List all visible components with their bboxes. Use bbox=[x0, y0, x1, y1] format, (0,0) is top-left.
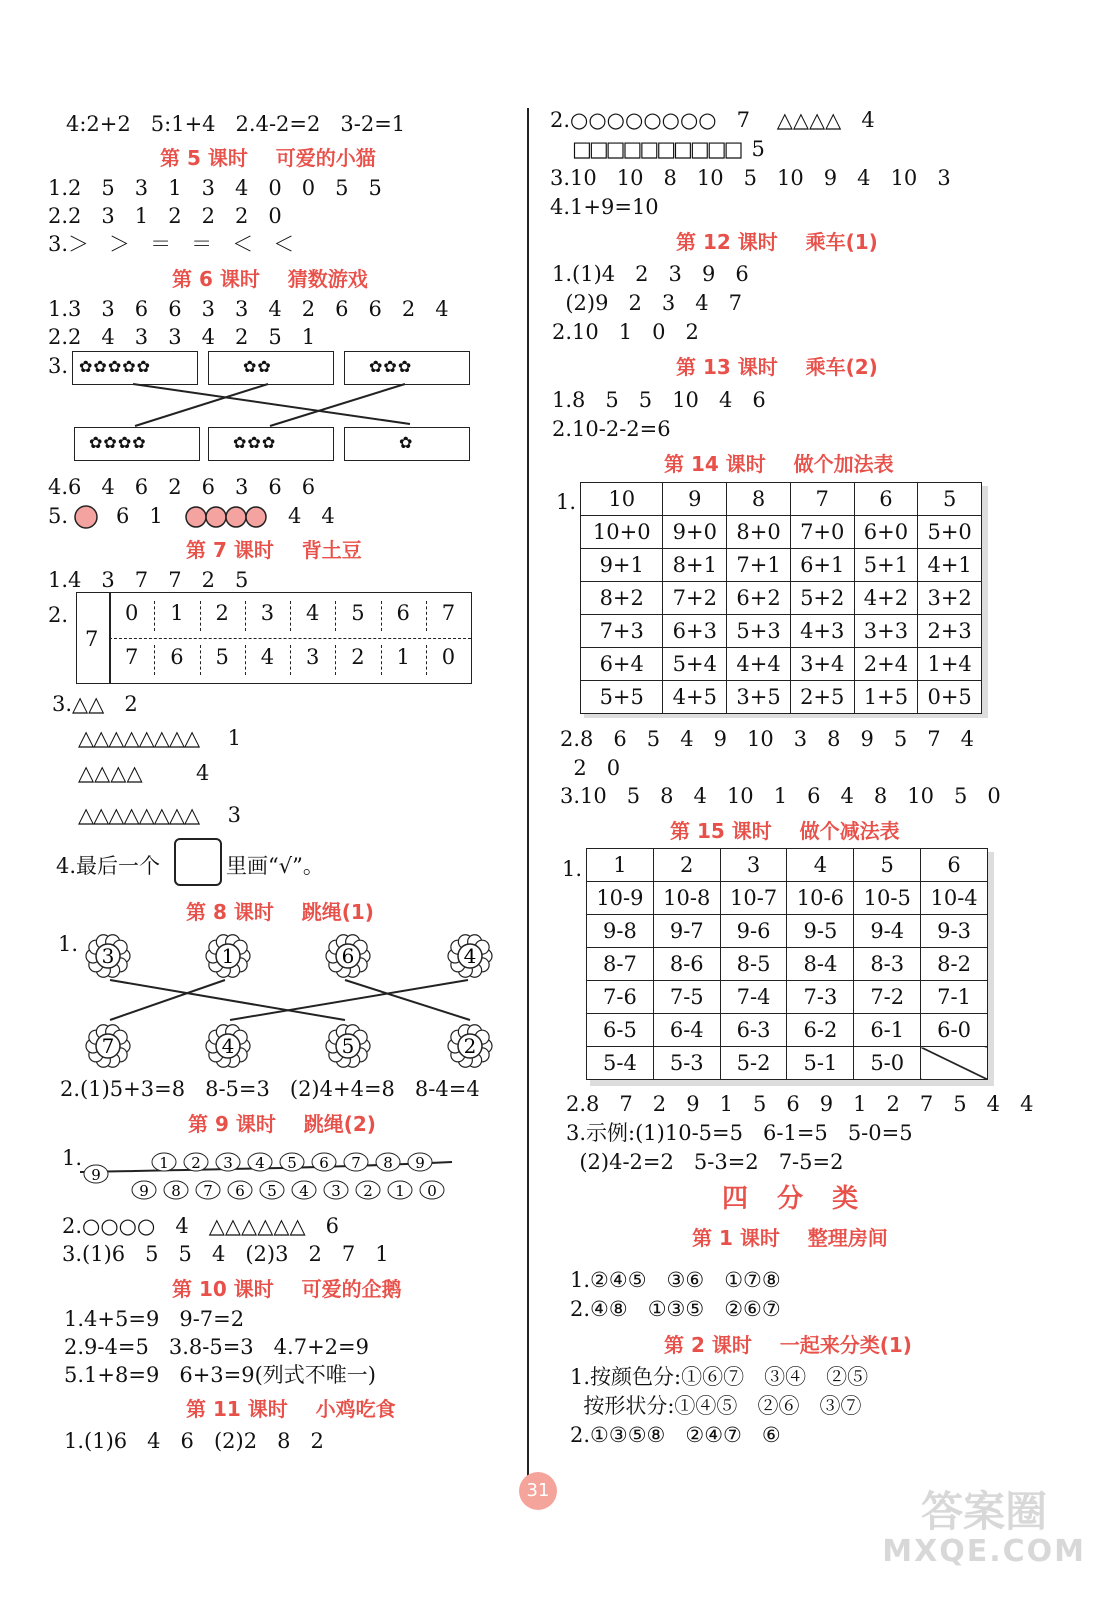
leaf-number: 9 bbox=[415, 1154, 425, 1172]
leaf-number: 5 bbox=[287, 1154, 297, 1172]
lesson-heading: 第 1 课时 整理房间 bbox=[692, 1226, 888, 1250]
table-cell: 4+1 bbox=[918, 549, 982, 582]
table-row bbox=[587, 948, 988, 981]
leaf-number: 9 bbox=[91, 1166, 101, 1184]
answer-line: 5. bbox=[48, 504, 69, 528]
table-cell: 4+4 bbox=[727, 648, 791, 681]
leaf-number: 4 bbox=[255, 1154, 265, 1172]
subtraction-table bbox=[586, 848, 988, 1080]
svg-text:2: 2 bbox=[463, 1034, 477, 1058]
table-cell: 4 bbox=[787, 849, 854, 882]
answer-line: 按形状分:①④⑤ ②⑥ ③⑦ bbox=[570, 1394, 862, 1418]
table-cell: 5+2 bbox=[790, 582, 854, 615]
table-cell: 8+0 bbox=[727, 516, 791, 549]
table-cell: 3+4 bbox=[790, 648, 854, 681]
table-cell: 7+1 bbox=[727, 549, 791, 582]
table-cell: 4+5 bbox=[663, 681, 727, 714]
table-cell: 6-3 bbox=[720, 1014, 787, 1047]
answer-line: 2.④⑧ ①③⑤ ②⑥⑦ bbox=[570, 1297, 781, 1321]
answer-line: 2.2 4 3 3 4 2 5 1 bbox=[48, 325, 316, 349]
flower-group: ✿✿✿✿ bbox=[89, 433, 147, 452]
table-cell: 8-2 bbox=[921, 948, 988, 981]
table-row bbox=[587, 1047, 988, 1080]
answer-line: 2.○○○○ 4 △△△△△△ 6 bbox=[62, 1214, 340, 1238]
table-cell: 2 bbox=[653, 849, 720, 882]
table-cell: 10-7 bbox=[720, 882, 787, 915]
table-total: 7 bbox=[85, 627, 99, 651]
table-cell: 6-2 bbox=[787, 1014, 854, 1047]
leaf-number: 8 bbox=[383, 1154, 393, 1172]
answer-line: 1. bbox=[562, 857, 583, 881]
table-cell: 3+2 bbox=[918, 582, 982, 615]
page-number: 31 bbox=[519, 1472, 557, 1510]
table-cell: 6+3 bbox=[663, 615, 727, 648]
unit-title: 四 分 类 bbox=[722, 1184, 869, 1214]
table-cell: 1 bbox=[587, 849, 654, 882]
table-cell: 6-0 bbox=[921, 1014, 988, 1047]
table-cell: 6 bbox=[154, 645, 200, 675]
answer-line: 4 4 bbox=[288, 504, 335, 528]
table-cell: 7 bbox=[109, 645, 155, 675]
table-cell: 0+5 bbox=[918, 681, 982, 714]
flower-group: ✿✿✿ bbox=[233, 433, 277, 452]
leaf-number: 3 bbox=[223, 1154, 233, 1172]
lesson-heading: 第 14 课时 做个加法表 bbox=[664, 452, 894, 476]
svg-text:7: 7 bbox=[101, 1034, 115, 1058]
table-cell: 7+2 bbox=[663, 582, 727, 615]
table-cell: 0 bbox=[441, 645, 456, 669]
answer-line: 1.2 5 3 1 3 4 0 0 5 5 bbox=[48, 176, 382, 200]
table-cell: 5+4 bbox=[663, 648, 727, 681]
table-cell: 3+5 bbox=[727, 681, 791, 714]
table-cell: 0 bbox=[109, 601, 155, 631]
table-cell: 7-1 bbox=[921, 981, 988, 1014]
table-cell: 5-4 bbox=[587, 1047, 654, 1080]
table-cell: 3 bbox=[290, 645, 336, 675]
answer-line: 2. bbox=[48, 603, 69, 627]
leaf-number: 5 bbox=[267, 1182, 277, 1200]
table-cell: 10-5 bbox=[854, 882, 921, 915]
table-row bbox=[587, 849, 988, 882]
table-cell: 10 bbox=[581, 483, 663, 516]
table-cell: 7-3 bbox=[787, 981, 854, 1014]
answer-line: 里画“√”。 bbox=[226, 854, 324, 878]
table-cell: 7 bbox=[790, 483, 854, 516]
flower-group: ✿✿✿✿✿ bbox=[79, 357, 152, 376]
table-cell: 9-7 bbox=[653, 915, 720, 948]
table-cell: 1+4 bbox=[918, 648, 982, 681]
table-cell: 4+2 bbox=[854, 582, 918, 615]
answer-line: 1.(1)6 4 6 (2)2 8 2 bbox=[64, 1429, 324, 1453]
table-cell: 6 bbox=[381, 601, 427, 631]
svg-text:6: 6 bbox=[341, 944, 355, 968]
answer-line: 2.10-2-2=6 bbox=[552, 417, 671, 441]
table-cell: 9-6 bbox=[720, 915, 787, 948]
answer-line: 2.2 3 1 2 2 2 0 bbox=[48, 204, 282, 228]
answer-line: 1.(1)4 2 3 9 6 bbox=[552, 262, 749, 286]
table-row bbox=[587, 1014, 988, 1047]
table-cell: 9-4 bbox=[854, 915, 921, 948]
table-cell: 9 bbox=[663, 483, 727, 516]
table-cell: 5 bbox=[918, 483, 982, 516]
lesson-heading: 第 15 课时 做个减法表 bbox=[670, 819, 900, 843]
table-cell: 8-7 bbox=[587, 948, 654, 981]
answer-line: △△△△△△△△ 3 bbox=[78, 803, 240, 827]
column-divider bbox=[527, 108, 529, 1478]
answer-line: 3.△△ 2 bbox=[52, 692, 138, 716]
leaf-branch bbox=[80, 1140, 460, 1210]
table-cell: 2 bbox=[200, 601, 246, 631]
table-row bbox=[587, 981, 988, 1014]
lesson-heading: 第 8 课时 跳绳(1) bbox=[186, 900, 374, 924]
answer-line: 2 0 bbox=[560, 756, 621, 780]
table-cell: 8-4 bbox=[787, 948, 854, 981]
answer-line: 3. bbox=[48, 354, 69, 378]
answer-line: 1.4 3 7 7 2 5 bbox=[48, 568, 249, 592]
answer-line: 1. bbox=[58, 932, 79, 956]
answer-line: 1. bbox=[62, 1146, 83, 1170]
answer-line: (2)4-2=2 5-3=2 7-5=2 bbox=[566, 1150, 844, 1174]
table-cell: 10-9 bbox=[587, 882, 654, 915]
leaf-number: 9 bbox=[139, 1182, 149, 1200]
table-cell: 4 bbox=[245, 645, 291, 675]
table-cell: 5+5 bbox=[581, 681, 663, 714]
answer-line: 3.示例:(1)10-5=5 6-1=5 5-0=5 bbox=[566, 1121, 913, 1145]
table-row bbox=[581, 681, 982, 714]
table-cell: 4 bbox=[290, 601, 336, 631]
table-cell: 6 bbox=[921, 849, 988, 882]
answer-line: △△△△△△△△ 1 bbox=[78, 726, 240, 750]
table-cell: 7-5 bbox=[653, 981, 720, 1014]
table-cell: 8-5 bbox=[720, 948, 787, 981]
table-cell: 7-6 bbox=[587, 981, 654, 1014]
leaf-number: 7 bbox=[351, 1154, 361, 1172]
table-row bbox=[587, 882, 988, 915]
table-cell: 9-8 bbox=[587, 915, 654, 948]
leaf-number: 6 bbox=[235, 1182, 245, 1200]
table-cell: 6-5 bbox=[587, 1014, 654, 1047]
svg-text:4: 4 bbox=[463, 944, 477, 968]
leaf-number: 4 bbox=[299, 1182, 309, 1200]
table-cell: 5-0 bbox=[854, 1047, 921, 1080]
lesson-heading: 第 7 课时 背土豆 bbox=[186, 538, 362, 562]
table-cell: 8 bbox=[727, 483, 791, 516]
table-row bbox=[581, 648, 982, 681]
table-cell: 9-5 bbox=[787, 915, 854, 948]
leaf-number: 6 bbox=[319, 1154, 329, 1172]
addition-table bbox=[580, 482, 982, 714]
answer-line: 1. bbox=[556, 490, 577, 514]
answer-line: 4:2+2 5:1+4 2.4-2=2 3-2=1 bbox=[66, 112, 406, 136]
table-row bbox=[581, 483, 982, 516]
flower-group: ✿ bbox=[399, 433, 414, 452]
lesson-heading: 第 2 课时 一起来分类(1) bbox=[664, 1333, 912, 1357]
watermark-url: MXQE.COM bbox=[882, 1534, 1086, 1569]
table-cell: 3 bbox=[245, 601, 291, 631]
answer-line: 1.按颜色分:①⑥⑦ ③④ ②⑤ bbox=[570, 1365, 869, 1389]
answer-line: 3.(1)6 5 5 4 (2)3 2 7 1 bbox=[62, 1242, 389, 1266]
table-row bbox=[587, 915, 988, 948]
flower-group: ✿✿ bbox=[243, 357, 272, 376]
table-cell: 10-6 bbox=[787, 882, 854, 915]
table-cell: 5 bbox=[335, 601, 381, 631]
svg-text:4: 4 bbox=[221, 1034, 235, 1058]
leaf-number: 2 bbox=[191, 1154, 201, 1172]
table-cell: 7+0 bbox=[790, 516, 854, 549]
svg-text:1: 1 bbox=[221, 944, 235, 968]
flower-group: ✿✿✿ bbox=[369, 357, 413, 376]
matching-lines bbox=[0, 0, 520, 1100]
answer-line: 5.1+8=9 6+3=9(列式不唯一) bbox=[64, 1363, 376, 1387]
answer-line: 2.(1)5+3=8 8-5=3 (2)4+4=8 8-4=4 bbox=[60, 1077, 480, 1101]
table-cell: 1 bbox=[381, 645, 427, 675]
watermark bbox=[882, 1487, 1086, 1572]
table-cell: 10-8 bbox=[653, 882, 720, 915]
leaf-number: 3 bbox=[331, 1182, 341, 1200]
table-cell: 10+0 bbox=[581, 516, 663, 549]
answer-line: 3.10 10 8 10 5 10 9 4 10 3 bbox=[550, 166, 951, 190]
table-cell bbox=[921, 1047, 988, 1080]
table-cell: 5-3 bbox=[653, 1047, 720, 1080]
answer-line: 6 1 bbox=[116, 504, 163, 528]
table-cell: 5+1 bbox=[854, 549, 918, 582]
table-row bbox=[581, 615, 982, 648]
table-cell: 7-2 bbox=[854, 981, 921, 1014]
table-cell: 6+2 bbox=[727, 582, 791, 615]
answer-line: 2.①③⑤⑧ ②④⑦ ⑥ bbox=[570, 1423, 781, 1447]
table-cell: 8-6 bbox=[653, 948, 720, 981]
answer-line: 3.＞ ＞ ＝ ＝ ＜ ＜ bbox=[48, 232, 295, 256]
table-cell: 6-1 bbox=[854, 1014, 921, 1047]
table-cell: 6+1 bbox=[790, 549, 854, 582]
lesson-heading: 第 12 课时 乘车(1) bbox=[676, 230, 878, 254]
watermark-text: 答案圈 bbox=[921, 1487, 1048, 1536]
answer-line: 2.○○○○○○○○ 7 △△△△ 4 bbox=[550, 108, 875, 132]
answer-line: 2.10 1 0 2 bbox=[552, 320, 699, 344]
table-cell: 1+5 bbox=[854, 681, 918, 714]
lesson-heading: 第 9 课时 跳绳(2) bbox=[188, 1112, 376, 1136]
table-row bbox=[581, 516, 982, 549]
table-cell: 1 bbox=[154, 601, 200, 631]
leaf-number: 1 bbox=[159, 1154, 169, 1172]
table-cell: 3+3 bbox=[854, 615, 918, 648]
answer-line: 1.3 3 6 6 3 3 4 2 6 6 2 4 bbox=[48, 297, 449, 321]
answer-line: 4.最后一个 bbox=[56, 854, 161, 878]
answer-line: △△△△ 4 bbox=[78, 761, 210, 785]
answer-line: □□□□□□□□□□ 5 bbox=[572, 137, 762, 161]
table-cell: 6+0 bbox=[854, 516, 918, 549]
table-cell: 2+4 bbox=[854, 648, 918, 681]
answer-line: 1.4+5=9 9-7=2 bbox=[64, 1307, 245, 1331]
table-cell: 7+3 bbox=[581, 615, 663, 648]
table-cell: 5+0 bbox=[918, 516, 982, 549]
table-cell: 2+5 bbox=[790, 681, 854, 714]
table-cell: 8-3 bbox=[854, 948, 921, 981]
table-cell: 9-3 bbox=[921, 915, 988, 948]
table-cell: 10-4 bbox=[921, 882, 988, 915]
lesson-heading: 第 5 课时 可爱的小猫 bbox=[160, 146, 376, 170]
answer-line: 2.8 7 2 9 1 5 6 9 1 2 7 5 4 4 bbox=[566, 1092, 1034, 1116]
answer-line: 2.9-4=5 3.8-5=3 4.7+2=9 bbox=[64, 1335, 369, 1359]
table-cell: 8+1 bbox=[663, 549, 727, 582]
table-cell: 5-1 bbox=[787, 1047, 854, 1080]
table-cell: 6-4 bbox=[653, 1014, 720, 1047]
lesson-heading: 第 6 课时 猜数游戏 bbox=[172, 267, 368, 291]
lesson-heading: 第 13 课时 乘车(2) bbox=[676, 355, 878, 379]
leaf-number: 8 bbox=[171, 1182, 181, 1200]
table-cell: 7-4 bbox=[720, 981, 787, 1014]
lesson-heading: 第 11 课时 小鸡吃食 bbox=[186, 1397, 396, 1421]
answer-line: 3.10 5 8 4 10 1 6 4 8 10 5 0 bbox=[560, 784, 1001, 808]
leaf-number: 7 bbox=[203, 1182, 213, 1200]
table-cell: 5+3 bbox=[727, 615, 791, 648]
table-cell: 7 bbox=[441, 601, 456, 625]
leaf-number: 1 bbox=[395, 1182, 405, 1200]
table-cell: 5 bbox=[854, 849, 921, 882]
svg-text:3: 3 bbox=[101, 944, 115, 968]
table-cell: 6+4 bbox=[581, 648, 663, 681]
table-cell: 2 bbox=[335, 645, 381, 675]
table-cell: 2+3 bbox=[918, 615, 982, 648]
svg-text:5: 5 bbox=[341, 1034, 355, 1058]
table-cell: 4+3 bbox=[790, 615, 854, 648]
table-cell: 5-2 bbox=[720, 1047, 787, 1080]
answer-line: (2)9 2 3 4 7 bbox=[552, 291, 743, 315]
leaf-number: 0 bbox=[427, 1182, 437, 1200]
table-row bbox=[581, 582, 982, 615]
table-cell: 5 bbox=[200, 645, 246, 675]
table-cell: 3 bbox=[720, 849, 787, 882]
answer-line: 4.6 4 6 2 6 3 6 6 bbox=[48, 475, 316, 499]
answer-line: 4.1+9=10 bbox=[550, 195, 659, 219]
table-row bbox=[581, 549, 982, 582]
answer-line: 1.②④⑤ ③⑥ ①⑦⑧ bbox=[570, 1268, 781, 1292]
answer-line: 1.8 5 5 10 4 6 bbox=[552, 388, 766, 412]
table-cell: 9+1 bbox=[581, 549, 663, 582]
table-cell: 8+2 bbox=[581, 582, 663, 615]
lesson-heading: 第 10 课时 可爱的企鹅 bbox=[172, 1277, 402, 1301]
leaf-number: 2 bbox=[363, 1182, 373, 1200]
table-cell: 6 bbox=[854, 483, 918, 516]
table-cell: 9+0 bbox=[663, 516, 727, 549]
answer-line: 2.8 6 5 4 9 10 3 8 9 5 7 4 bbox=[560, 727, 975, 751]
